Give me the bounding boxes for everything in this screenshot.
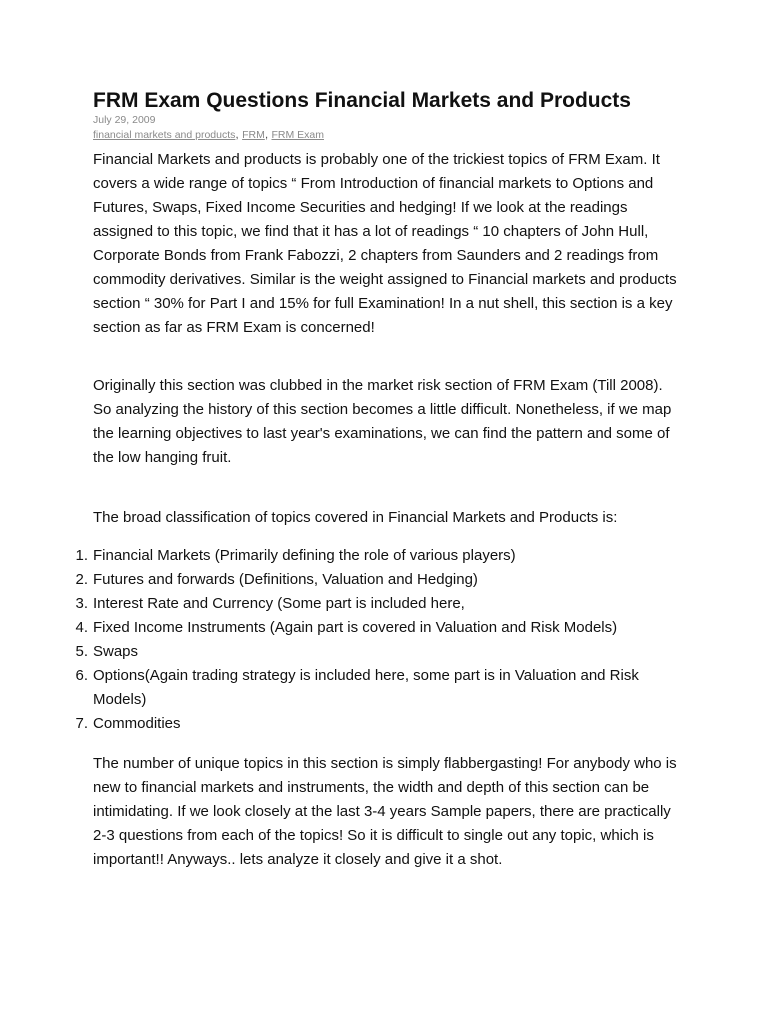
- list-item-text: Futures and forwards (Definitions, Valuation and Hedging): [93, 571, 478, 588]
- tag-separator: ,: [264, 127, 272, 141]
- history-paragraph: Originally this section was clubbed in the market risk section of FRM Exam (Till 2008). So analyzing the history of this section becomes a little difficult. Nonetheless, if we map the learning objectives to last year's examinations, we can find the pattern and some of the low hanging fruit.: [93, 377, 672, 466]
- article-title: FRM Exam Questions Financial Markets and Products: [93, 89, 631, 112]
- closing-paragraph: The number of unique topics in this section is simply flabbergasting! For anybody who is new to financial markets and instruments, the width and depth of this section can be intimidating. If we look closely at the last 3-4 years Sample papers, there are practically 2-3 questions from each of the topics! So it is difficult to single out any topic, which is important!! Anyways.. lets analyze it closely and give it a shot.: [93, 755, 677, 868]
- list-number: 6.: [75, 667, 88, 684]
- tag-link-financial-markets[interactable]: financial markets and products: [93, 129, 236, 141]
- list-number: 3.: [75, 595, 88, 612]
- list-item-text: Options(Again trading strategy is included here, some part is in Valuation and Risk Models): [93, 667, 639, 708]
- list-number: 1.: [75, 547, 88, 564]
- tag-separator: ,: [235, 127, 243, 141]
- list-number: 5.: [75, 643, 88, 660]
- topic-list: [75, 544, 683, 736]
- list-item-text: Swaps: [93, 643, 139, 660]
- list-item-text: Commodities: [93, 715, 181, 732]
- tag-link-frm[interactable]: FRM: [242, 129, 265, 141]
- tag-link-frm-exam[interactable]: FRM Exam: [271, 129, 324, 141]
- list-item: [75, 568, 683, 592]
- list-item: [75, 616, 683, 640]
- list-item-text: Financial Markets (Primarily defining the role of various players): [93, 547, 516, 564]
- list-item: [75, 592, 683, 616]
- list-item: [75, 712, 683, 736]
- list-item-text: Fixed Income Instruments (Again part is covered in Valuation and Risk Models): [93, 619, 618, 636]
- publish-date: July 29, 2009: [93, 114, 156, 126]
- classification-intro: The broad classification of topics covered in Financial Markets and Products is:: [93, 509, 618, 526]
- list-item-text: Interest Rate and Currency (Some part is included here,: [93, 595, 465, 612]
- intro-paragraph: Financial Markets and products is probably one of the trickiest topics of FRM Exam. It covers a wide range of topics “ From Introduction of financial markets to Options and Futures, Swaps, Fixed Income Securities and hedging! If we look at the readings assigned to this topic, we find that it has a lot of readings “ 10 chapters of John Hull, Corporate Bonds from Frank Fabozzi, 2 chapters from Saunders and 2 readings from commodity derivatives. Similar is the weight assigned to Financial markets and products section “ 30% for Part I and 15% for full Examination! In a nut shell, this section is a key section as far as FRM Exam is concerned!: [93, 151, 677, 336]
- list-number: 7.: [75, 715, 88, 732]
- list-number: 2.: [75, 571, 88, 588]
- list-item: [75, 640, 683, 664]
- tag-list: [93, 127, 683, 142]
- list-item: [75, 544, 683, 568]
- list-item: [75, 664, 683, 712]
- list-number: 4.: [75, 619, 88, 636]
- article: [75, 88, 683, 872]
